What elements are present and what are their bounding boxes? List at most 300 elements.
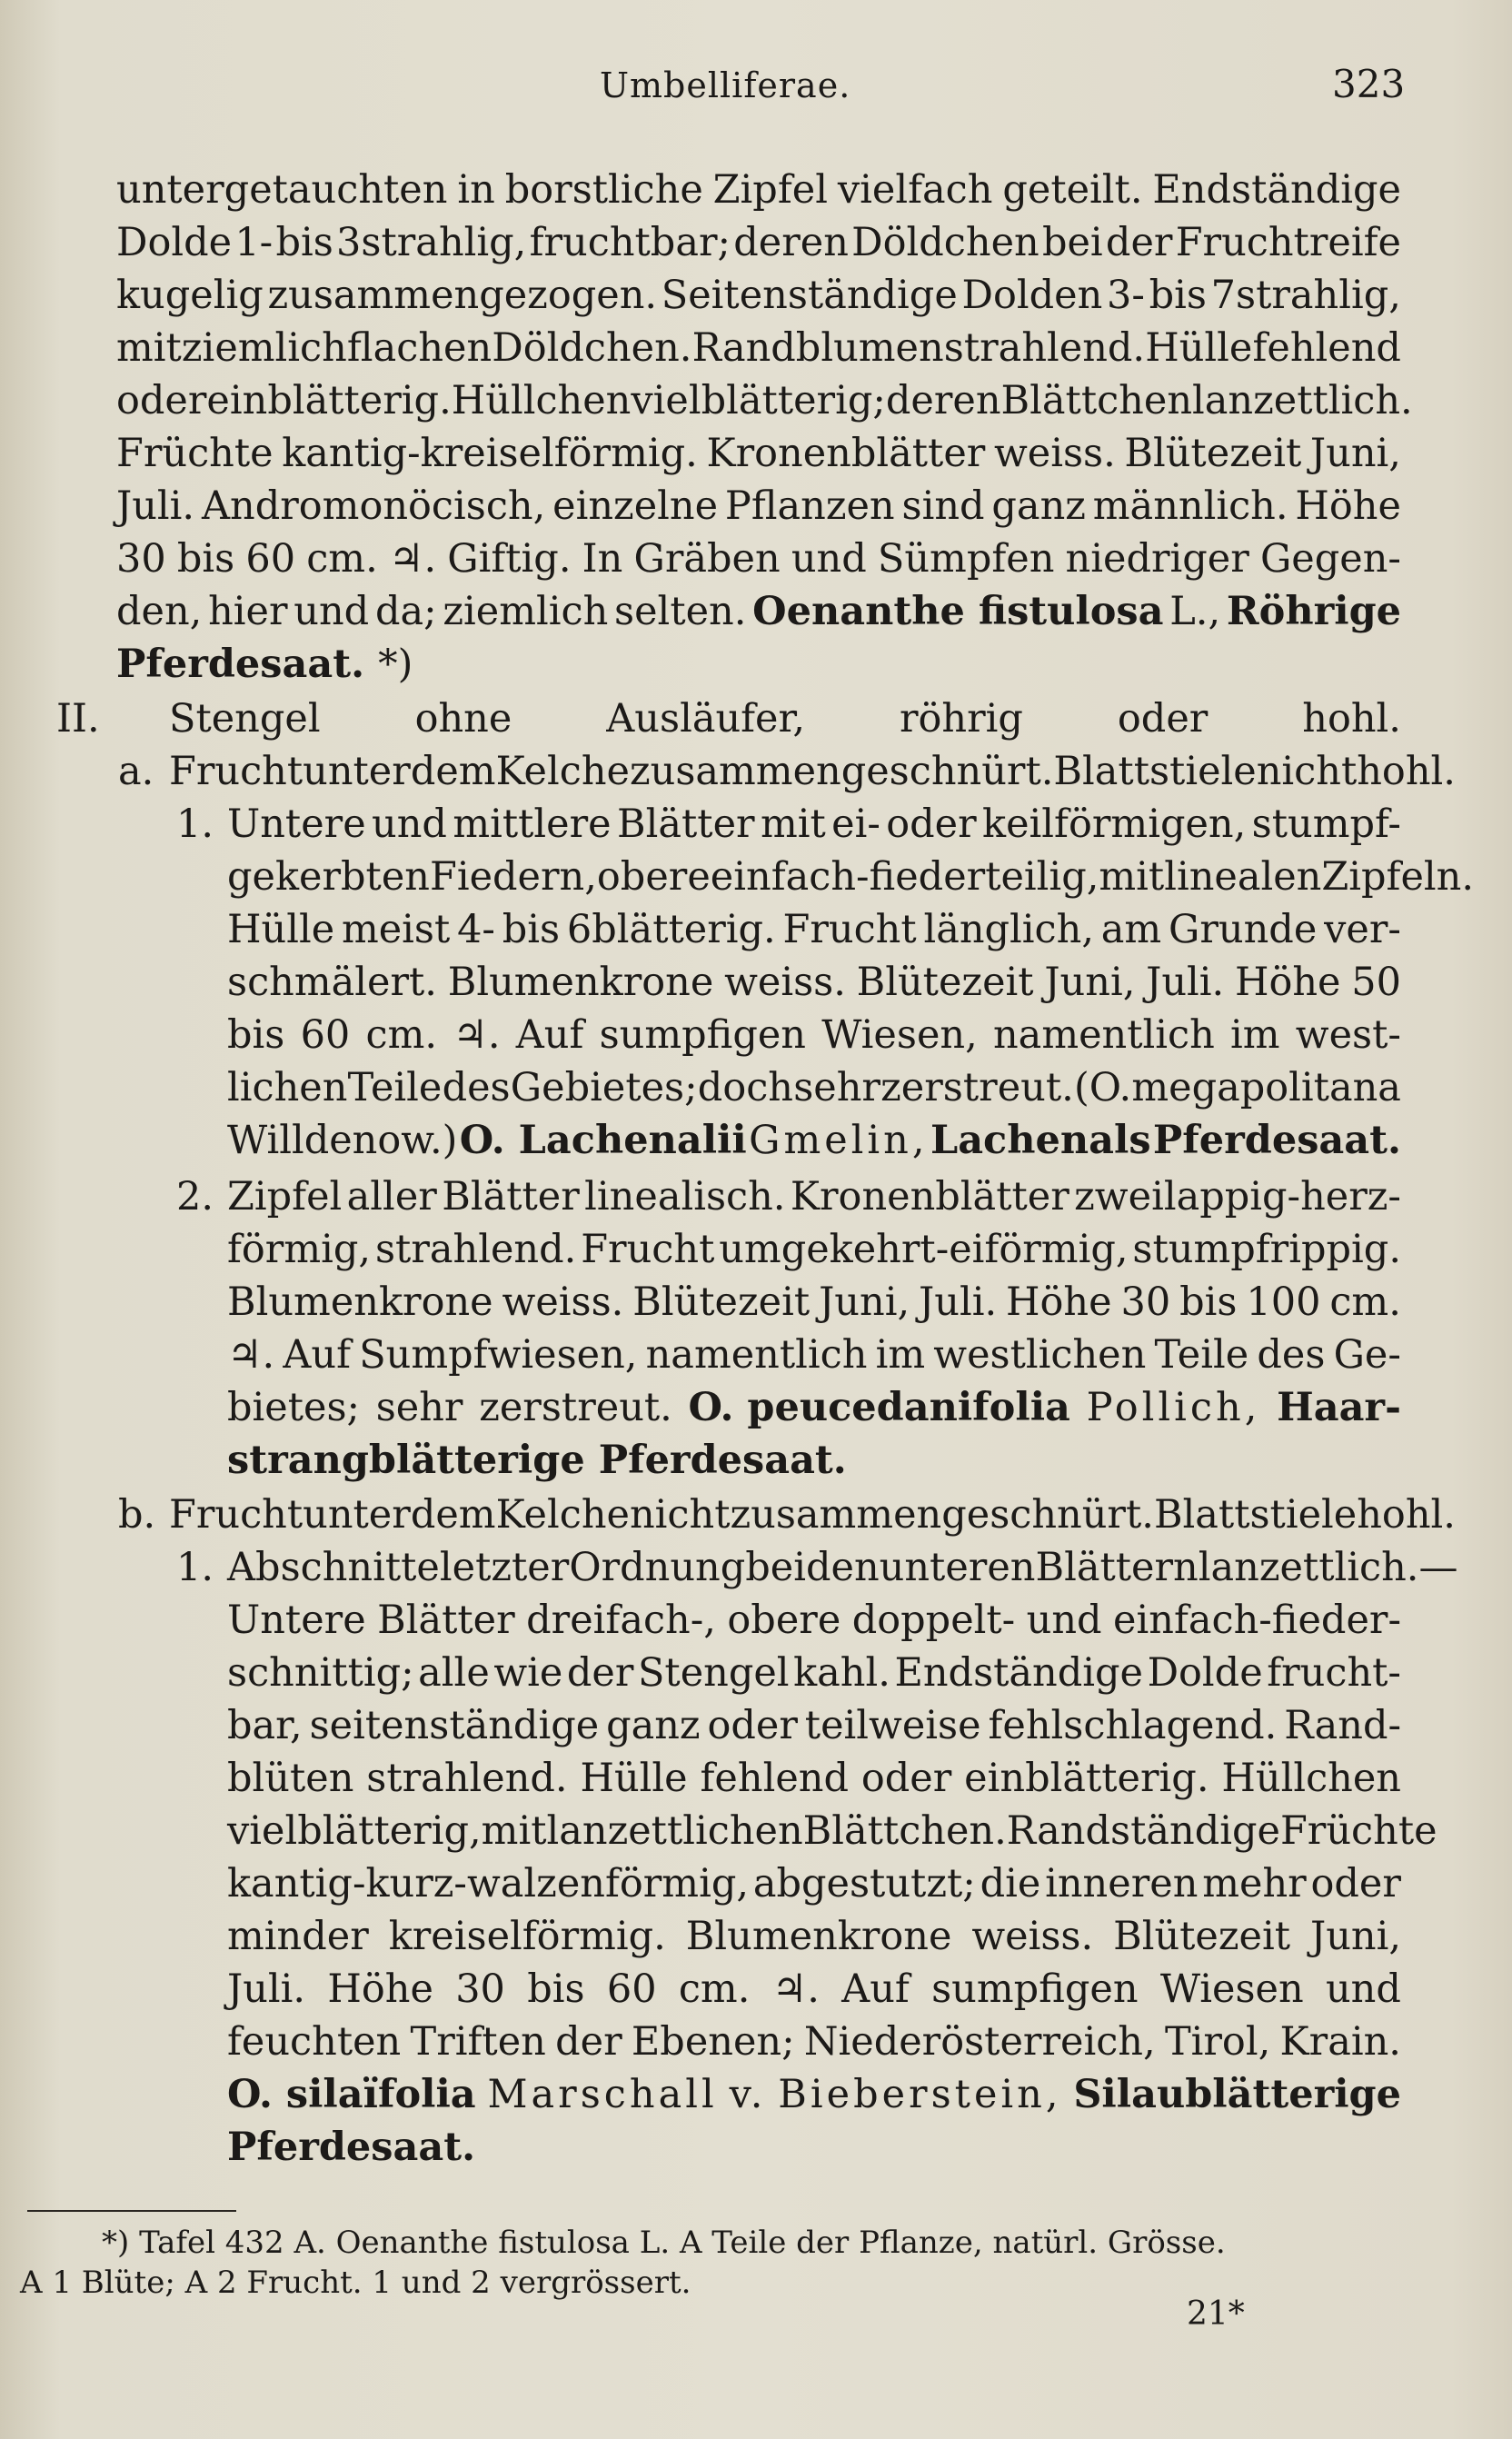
word: des: [1257, 1332, 1326, 1378]
word: 30: [1120, 1279, 1171, 1325]
word: Frucht: [782, 907, 917, 952]
word: oder: [860, 1756, 952, 1801]
word: schnittig;: [227, 1650, 414, 1696]
word: Zipfeln.: [1321, 854, 1475, 900]
text-line: [227, 1594, 1401, 1647]
word: Andromonöcisch,: [201, 483, 546, 529]
word: zweilappig-herz-: [1074, 1174, 1401, 1220]
word: Früchte: [1279, 1808, 1437, 1854]
word: Blätter: [617, 801, 755, 847]
word: einfach-fiederteilig,: [710, 854, 1099, 900]
word: hohl.: [1302, 696, 1401, 742]
word: unteren: [879, 1545, 1036, 1590]
word: lanzettlich.: [1192, 378, 1413, 423]
word: fehlend: [700, 1756, 849, 1801]
word: 60: [245, 536, 296, 582]
word: Hüllchen: [451, 378, 632, 423]
text-line: [116, 480, 1401, 533]
word: Pferdesaat.: [227, 2125, 476, 2170]
word: Blattstiele: [1153, 1492, 1358, 1538]
word: (O.: [1073, 1065, 1132, 1110]
word: und: [372, 801, 447, 847]
word: sumpfigen: [599, 1012, 807, 1058]
word: Kronenblätter: [790, 1174, 1069, 1220]
word: cm.: [1329, 1279, 1401, 1325]
word: 30: [116, 536, 166, 582]
text-line: [227, 903, 1401, 956]
word: Randständige: [1006, 1808, 1280, 1854]
word: zusammengeschnürt.: [629, 749, 1054, 794]
word: umgekehrt-eiförmig,: [719, 1227, 1129, 1272]
word: Krain.: [1279, 2019, 1401, 2065]
word: cm.: [678, 1966, 751, 2012]
word: oder: [1310, 1861, 1401, 1906]
word: cm.: [306, 536, 378, 582]
word: und: [1026, 1598, 1102, 1643]
word: lanzettlich.: [1198, 1545, 1419, 1590]
text-line: [227, 2068, 1401, 2121]
word: im: [1230, 1012, 1280, 1058]
word: Sumpfwiesen,: [359, 1332, 638, 1378]
word: der: [566, 1650, 634, 1696]
word: meist: [341, 907, 451, 952]
word: Blättchen: [1000, 378, 1193, 423]
word: Juli.: [227, 1966, 306, 2012]
word: fruchtbar;: [529, 220, 731, 265]
word: Pferdesaat.: [116, 642, 365, 687]
word: vielblätterig,: [227, 1808, 482, 1854]
word: Pferdesaat.: [1152, 1118, 1401, 1163]
word: bis: [527, 1966, 585, 2012]
word: strangblätterige: [227, 1438, 585, 1483]
text-line: [227, 1114, 1401, 1167]
word: Höhe: [327, 1966, 433, 2012]
text-line: [227, 1647, 1401, 1699]
word: männlich.: [1092, 483, 1288, 529]
word: 4-: [457, 907, 495, 952]
word: Blumenkrone: [447, 960, 714, 1005]
footnote-line-1: *) Tafel 432 A. Oenanthe fistulosa L. A Teile der Pflanze, natürl. Grösse.: [102, 2225, 1226, 2261]
word: Gmelin,: [749, 1118, 929, 1163]
word: In: [582, 536, 623, 582]
word: Oenanthe fistulosa: [752, 589, 1164, 634]
word: 6blätterig.: [566, 907, 776, 952]
word: Blütezeit: [856, 960, 1034, 1005]
word: Pflanzen: [724, 483, 895, 529]
word: länglich,: [923, 907, 1094, 952]
text-line: [169, 1488, 1456, 1541]
word: am: [1100, 907, 1162, 952]
word: Gegen-: [1259, 536, 1401, 582]
word: Untere: [227, 1598, 366, 1643]
word: O. peucedanifolia: [688, 1385, 1070, 1430]
word: Gebietes;: [510, 1065, 698, 1110]
page-number: 323: [1332, 62, 1406, 106]
word: kreiselförmig.: [388, 1914, 666, 1959]
word: einzelne: [552, 483, 719, 529]
word: feuchten: [227, 2019, 402, 2065]
word: 3-: [1106, 273, 1145, 318]
word: aller: [346, 1174, 437, 1220]
word: ziemlich: [443, 589, 609, 634]
text-line: [227, 1276, 1401, 1329]
word: namentlich: [645, 1332, 868, 1378]
word: bei: [1041, 220, 1103, 265]
word: mittlere: [453, 801, 612, 847]
word: deren: [885, 378, 1001, 423]
word: linealisch.: [584, 1174, 786, 1220]
word: Endständige: [1152, 167, 1401, 213]
word: Blattstiele: [1053, 749, 1257, 794]
word: oder: [886, 801, 977, 847]
word: ohne: [414, 696, 512, 742]
word: stumpfrippig.: [1132, 1227, 1401, 1272]
word: letzter: [439, 1545, 570, 1590]
list-marker: b.: [118, 1492, 156, 1538]
word: Juni,: [1309, 1914, 1401, 1959]
footnote-line-2: A 1 Blüte; A 2 Frucht. 1 und 2 vergrössert.: [20, 2265, 691, 2301]
text-line: [227, 1910, 1401, 1963]
text-line: [116, 585, 1401, 638]
word: Silaublätterige: [1073, 2072, 1401, 2117]
word: flachen: [346, 325, 492, 371]
word: Stengel: [169, 696, 321, 742]
word: Blütezeit: [632, 1279, 811, 1325]
word: Dolde: [116, 220, 233, 265]
word: strahlend.: [374, 1227, 577, 1272]
word: Fiedern,: [429, 854, 597, 900]
word: strahlend.: [366, 1756, 568, 1801]
text-line: [227, 798, 1401, 851]
word: Hülle: [227, 907, 335, 952]
word: Hülle: [1145, 325, 1253, 371]
word: Stengel: [637, 1650, 790, 1696]
word: Auf: [283, 1332, 352, 1378]
word: v.: [729, 2072, 767, 2117]
text-line: [116, 427, 1401, 480]
word: hohl.: [1357, 749, 1456, 794]
word: Lachenals: [930, 1118, 1151, 1163]
word: —: [1418, 1545, 1458, 1590]
word: ♃.: [771, 1966, 820, 2012]
word: sehr: [793, 1065, 880, 1110]
word: mit: [481, 1808, 547, 1854]
word: obere: [596, 854, 711, 900]
list-marker: a.: [118, 749, 154, 794]
word: teilweise: [804, 1703, 981, 1748]
word: doch: [697, 1065, 793, 1110]
word: Abschnitte: [227, 1545, 440, 1590]
word: unter: [303, 749, 411, 794]
word: gekerbten: [227, 854, 430, 900]
word: Marschall: [487, 2072, 718, 2117]
text-line: [169, 692, 1401, 745]
word: ♃.: [227, 1332, 275, 1378]
word: Bieberstein,: [778, 2072, 1062, 2117]
word: abgestutzt;: [752, 1861, 976, 1906]
text-line: [116, 269, 1401, 322]
word: Döldchen.: [492, 325, 692, 371]
word: deren: [733, 220, 849, 265]
word: Kelche: [495, 749, 630, 794]
word: der: [1105, 220, 1173, 265]
word: megapolitana: [1131, 1065, 1401, 1110]
word: zusammengezogen.: [267, 273, 658, 318]
word: die: [980, 1861, 1041, 1906]
word: Pollich,: [1086, 1385, 1261, 1430]
word: weiss.: [993, 431, 1116, 476]
word: ♃.: [388, 536, 437, 582]
text-line: [116, 164, 1401, 216]
word: Niederösterreich,: [803, 2019, 1156, 2065]
word: Döldchen: [851, 220, 1040, 265]
word: Fruchtreife: [1175, 220, 1401, 265]
list-marker: 1.: [176, 1545, 214, 1590]
word: Seitenständige: [661, 273, 958, 318]
word: mehr: [1202, 1861, 1307, 1906]
word: Juni,: [1044, 960, 1136, 1005]
word: 3strahlig,: [336, 220, 527, 265]
word: alle: [418, 1650, 490, 1696]
word: bei: [745, 1545, 806, 1590]
word: doppelt-: [851, 1598, 1016, 1643]
text-line: [227, 1805, 1437, 1857]
word: O. Lachenalii: [459, 1118, 747, 1163]
word: linealen: [1164, 854, 1322, 900]
text-line: [227, 1223, 1401, 1276]
word: nicht: [629, 1492, 731, 1538]
word: Hüllchen: [1221, 1756, 1401, 1801]
word: Gräben: [633, 536, 781, 582]
word: kantig-kreiselförmig.: [282, 431, 698, 476]
word: Höhe: [1234, 960, 1341, 1005]
word: selten.: [614, 589, 747, 634]
word: borstliche: [504, 167, 703, 213]
word: Wiesen,: [821, 1012, 978, 1058]
list-marker: II.: [56, 696, 100, 742]
word: ei-: [831, 801, 880, 847]
word: den,: [116, 589, 203, 634]
word: Juli.: [919, 1279, 998, 1325]
list-marker: 1.: [176, 801, 214, 847]
word: ♃.: [453, 1012, 501, 1058]
word: Untere: [227, 801, 366, 847]
text-line: [116, 322, 1401, 374]
word: Sümpfen: [877, 536, 1055, 582]
word: hohl.: [1357, 1492, 1456, 1538]
word: Frucht: [169, 1492, 303, 1538]
text-line: [116, 533, 1401, 585]
word: zerstreut.: [880, 1065, 1074, 1110]
word: Zipfel: [712, 167, 828, 213]
word: west-: [1295, 1012, 1401, 1058]
word: 100: [1246, 1279, 1321, 1325]
word: ganz: [606, 1703, 701, 1748]
word: den: [806, 1545, 880, 1590]
text-line: [227, 1752, 1401, 1805]
word: im: [875, 1332, 926, 1378]
word: Grunde: [1169, 907, 1318, 952]
word: bis: [176, 536, 235, 582]
word: oder: [1117, 696, 1209, 742]
word: ziemlich: [181, 325, 347, 371]
word: des: [442, 1065, 511, 1110]
word: minder: [227, 1914, 369, 1959]
word: Rand-: [1284, 1703, 1401, 1748]
word: 30: [455, 1966, 505, 2012]
word: vielfach: [837, 167, 993, 213]
word: Hülle: [580, 1756, 688, 1801]
word: bar,: [227, 1703, 303, 1748]
word: geteilt.: [1002, 167, 1143, 213]
word: einblätterig.: [964, 1756, 1209, 1801]
word: L.,: [1169, 589, 1221, 634]
word: Höhe: [1006, 1279, 1112, 1325]
word: mit: [760, 801, 826, 847]
word: bietes;: [227, 1385, 361, 1430]
word: Kelche: [495, 1492, 630, 1538]
text-line: [116, 374, 1413, 427]
word: ganz: [991, 483, 1086, 529]
text-line: [227, 851, 1475, 903]
word: Haar-: [1277, 1385, 1401, 1430]
text-line: [227, 1434, 1401, 1487]
word: kahl.: [793, 1650, 890, 1696]
word: Blütezeit: [1113, 1914, 1291, 1959]
word: lichen: [227, 1065, 348, 1110]
word: lanzettlichen: [546, 1808, 803, 1854]
word: einblätterig.: [206, 378, 452, 423]
word: Zipfel: [227, 1174, 343, 1220]
word: da;: [374, 589, 437, 634]
word: mit: [116, 325, 182, 371]
word: Blätter: [442, 1174, 580, 1220]
word: Früchte: [116, 431, 274, 476]
word: 60: [606, 1966, 657, 2012]
text-line: [116, 638, 1401, 691]
word: Auf: [515, 1012, 584, 1058]
text-line: [227, 2121, 1401, 2174]
word: Blätter: [377, 1598, 515, 1643]
word: bis: [1179, 1279, 1238, 1325]
word: Teile: [1154, 1332, 1249, 1378]
word: westlichen: [933, 1332, 1147, 1378]
word: nicht: [1256, 749, 1358, 794]
word: der: [555, 2019, 622, 2065]
text-line: [227, 1963, 1401, 2016]
word: Auf: [841, 1966, 910, 2012]
word: schmälert.: [227, 960, 437, 1005]
word: vielblätterig;: [631, 378, 886, 423]
word: Blütezeit: [1124, 431, 1302, 476]
text-line: [227, 1170, 1401, 1223]
running-header: Umbelliferae.: [600, 65, 851, 105]
word: cm.: [365, 1012, 438, 1058]
word: Ordnung: [569, 1545, 746, 1590]
word: fehlend: [1252, 325, 1401, 371]
word: 60: [300, 1012, 351, 1058]
word: und: [791, 536, 867, 582]
word: Blumenkrone: [227, 1279, 493, 1325]
word: Endständige: [894, 1650, 1144, 1696]
word: hier: [208, 589, 288, 634]
word: wie: [493, 1650, 563, 1696]
word: dem: [410, 749, 496, 794]
word: Kronenblätter: [706, 431, 986, 476]
text-line: [227, 1381, 1401, 1434]
word: fehlschlagend.: [988, 1703, 1278, 1748]
text-line: [227, 1857, 1401, 1910]
word: Blumenkrone: [685, 1914, 952, 1959]
word: röhrig: [899, 696, 1023, 742]
signature-mark: 21*: [1187, 2295, 1245, 2333]
word: Tirol,: [1164, 2019, 1271, 2065]
word: Ebenen;: [631, 2019, 795, 2065]
word: Dolde: [1147, 1650, 1263, 1696]
word: *): [378, 642, 413, 687]
word: Blättchen.: [802, 1808, 1007, 1854]
word: seitenständige: [309, 1703, 600, 1748]
word: förmig,: [227, 1227, 372, 1272]
word: bis: [502, 907, 561, 952]
word: Giftig.: [447, 536, 572, 582]
word: 1-: [234, 220, 274, 265]
word: weiss.: [502, 1279, 624, 1325]
word: namentlich: [992, 1012, 1215, 1058]
word: obere: [727, 1598, 841, 1643]
word: weiss.: [724, 960, 846, 1005]
word: 7strahlig,: [1210, 273, 1401, 318]
word: keilförmigen,: [982, 801, 1247, 847]
word: Juli.: [116, 483, 195, 529]
text-line: [169, 745, 1456, 798]
word: Ge-: [1333, 1332, 1401, 1378]
word: und: [293, 589, 370, 634]
word: oder: [707, 1703, 798, 1748]
text-line: [227, 1699, 1401, 1752]
word: kugelig: [116, 273, 264, 318]
word: Röhrige: [1226, 589, 1401, 634]
word: niedriger: [1065, 536, 1249, 582]
word: Pferdesaat.: [598, 1438, 847, 1483]
text-line: [227, 2016, 1401, 2068]
word: und: [1325, 1966, 1401, 2012]
word: sind: [901, 483, 985, 529]
text-line: [227, 956, 1401, 1009]
word: Juni,: [1309, 431, 1401, 476]
word: blüten: [227, 1756, 354, 1801]
word: bis: [227, 1012, 285, 1058]
word: mit: [1099, 854, 1165, 900]
word: O. silaïfolia: [227, 2072, 476, 2117]
word: Wiesen: [1159, 1966, 1304, 2012]
word: dem: [410, 1492, 496, 1538]
word: sehr: [375, 1385, 463, 1430]
word: kantig-kurz-walzenförmig,: [227, 1861, 750, 1906]
word: weiss.: [971, 1914, 1094, 1959]
word: Randblumen: [691, 325, 944, 371]
footnote-rule: [27, 2210, 236, 2212]
word: unter: [303, 1492, 411, 1538]
word: Dolden: [961, 273, 1103, 318]
word: inneren: [1045, 1861, 1199, 1906]
word: zusammengeschnürt.: [730, 1492, 1154, 1538]
word: 50: [1351, 960, 1401, 1005]
word: oder: [116, 378, 207, 423]
text-line: [227, 1329, 1401, 1381]
word: Höhe: [1295, 483, 1401, 529]
word: einfach-fieder-: [1113, 1598, 1401, 1643]
